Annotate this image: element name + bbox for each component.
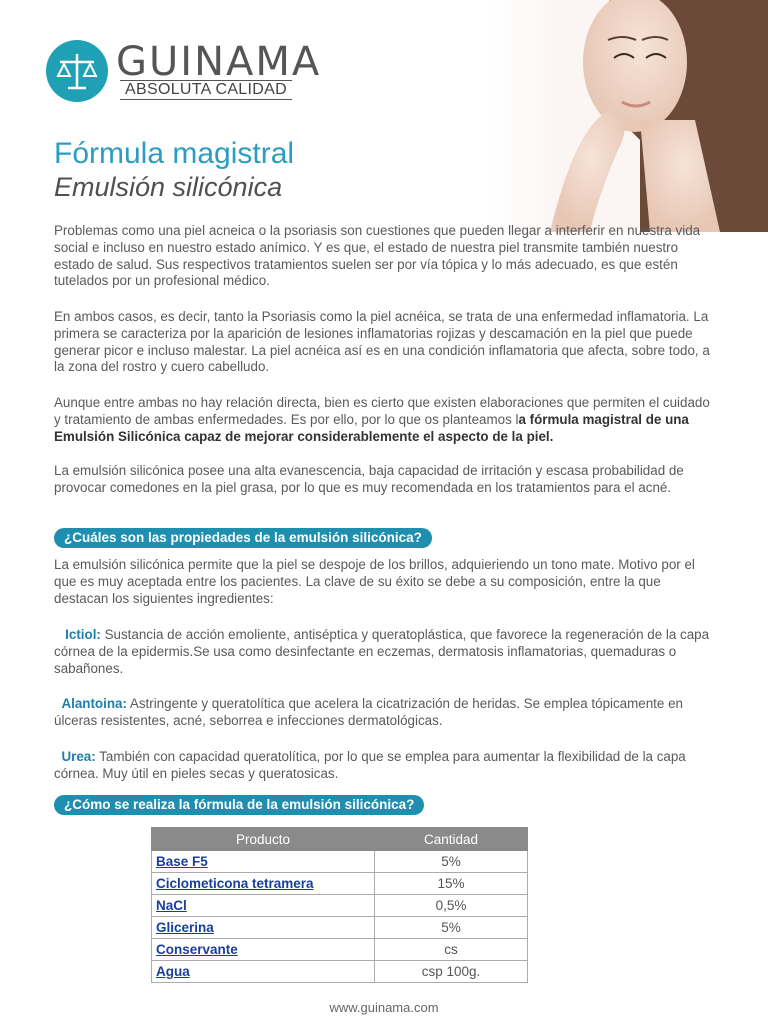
intro-paragraph-4: La emulsión silicónica posee una alta evanescencia, baja capacidad de irritación y escasa probabilidad de provocar comedones en la piel grasa, por lo que es muy recomendada en los tratamientos para el acné.	[54, 463, 684, 495]
guinama-logo	[46, 39, 322, 102]
product-link[interactable]: Base F5	[152, 851, 375, 873]
quantity-cell: 5%	[375, 851, 528, 873]
section-heading-formula: ¿Cómo se realiza la fórmula de la emulsión silicónica?	[54, 795, 424, 815]
table-row	[152, 851, 528, 873]
table-row	[152, 961, 528, 983]
quantity-cell: 0,5%	[375, 895, 528, 917]
product-link[interactable]: Glicerina	[152, 917, 375, 939]
page-title: Fórmula magistral	[54, 137, 295, 170]
brand-name: GUINAMA	[116, 39, 322, 85]
properties-paragraph: La emulsión silicónica permite que la piel se despoje de los brillos, adquieriendo un tono mate. Motivo por el que es muy aceptada entre los pacientes. La clave de su éxito se debe a su composición, entre la que destacan los siguientes ingredientes:	[54, 557, 695, 606]
section-heading-properties: ¿Cuáles son las propiedades de la emulsión silicónica?	[54, 528, 432, 548]
product-link[interactable]: Ciclometicona tetramera	[152, 873, 375, 895]
intro-paragraph-2: En ambos casos, es decir, tanto la Psoriasis como la piel acnéica, se trata de una enfermedad inflamatoria. La primera se caracteriza por la aparición de lesiones inflamatorias rojizas y descamación en la piel que puede generar picor e incluso malestar. La piel acnéica así es en una condición inflamatoria que afecta, sobre todo, a la zona del rostro y cuero cabelludo.	[54, 309, 710, 375]
ingredient-name: Ictiol:	[65, 627, 101, 642]
formula-table	[151, 827, 528, 983]
table-row	[152, 895, 528, 917]
product-link[interactable]: NaCl	[152, 895, 375, 917]
ingredient-text: Astringente y queratolítica que acelera la cicatrización de heridas. Se emplea tópicamente en úlceras resistentes, acné, seborrea e infecciones dermatológicas.	[54, 696, 683, 728]
ingredient-name: Urea:	[61, 749, 96, 764]
ingredient-text: Sustancia de acción emoliente, antiséptica y queratoplástica, que favorece la regeneración de la capa córnea de la epidermis.Se usa como desinfectante en eczemas, dermatosis inflamatorias, quemaduras o sabañones.	[54, 627, 710, 676]
product-link[interactable]: Agua	[152, 961, 375, 983]
ingredient-name: Alantoina:	[61, 696, 127, 711]
column-header-product: Producto	[152, 828, 375, 851]
product-link[interactable]: Conservante	[152, 939, 375, 961]
table-row	[152, 873, 528, 895]
quantity-cell: 5%	[375, 917, 528, 939]
intro-paragraph-3-text: Aunque entre ambas no hay relación directa, bien es cierto que existen elaboraciones que permiten el cuidado y tratamiento de ambas enfermedades. Es por ello, por lo que os planteamos l	[54, 395, 710, 427]
brand-tagline: ABSOLUTA CALIDAD	[120, 80, 292, 100]
quantity-cell: 15%	[375, 873, 528, 895]
ingredient-alantoina	[54, 696, 714, 730]
ingredient-urea	[54, 749, 714, 783]
quantity-cell: cs	[375, 939, 528, 961]
ingredient-text: También con capacidad queratolítica, por lo que se emplea para aumentar la flexibilidad de la capa córnea. Muy útil en pieles secas y queratosicas.	[54, 749, 686, 781]
table-row	[152, 917, 528, 939]
quantity-cell: csp 100g.	[375, 961, 528, 983]
intro-paragraph-3	[54, 395, 714, 445]
scales-logo-icon	[46, 40, 108, 102]
footer-url[interactable]: www.guinama.com	[329, 1000, 439, 1015]
intro-paragraph-3-bold: a fórmula magistral de una Emulsión Silicónica capaz de mejorar considerablemente el aspecto de la piel.	[54, 411, 689, 444]
ingredient-ictiol	[54, 627, 714, 677]
table-row	[152, 939, 528, 961]
column-header-quantity: Cantidad	[375, 828, 528, 851]
page-subtitle: Emulsión silicónica	[54, 172, 283, 202]
table-header-row	[152, 828, 528, 851]
intro-paragraph-1: Problemas como una piel acneica o la psoriasis son cuestiones que pueden llegar a interferir en nuestra vida social e incluso en nuestro estado anímico. Y es que, el estado de nuestra piel transmite también nuestro estado de salud. Sus respectivos tratamientos suelen ser por vía tópica y lo más adecuado, es que estén tutelados por un profesional médico.	[54, 223, 701, 289]
woman-face-photo	[490, 0, 768, 232]
